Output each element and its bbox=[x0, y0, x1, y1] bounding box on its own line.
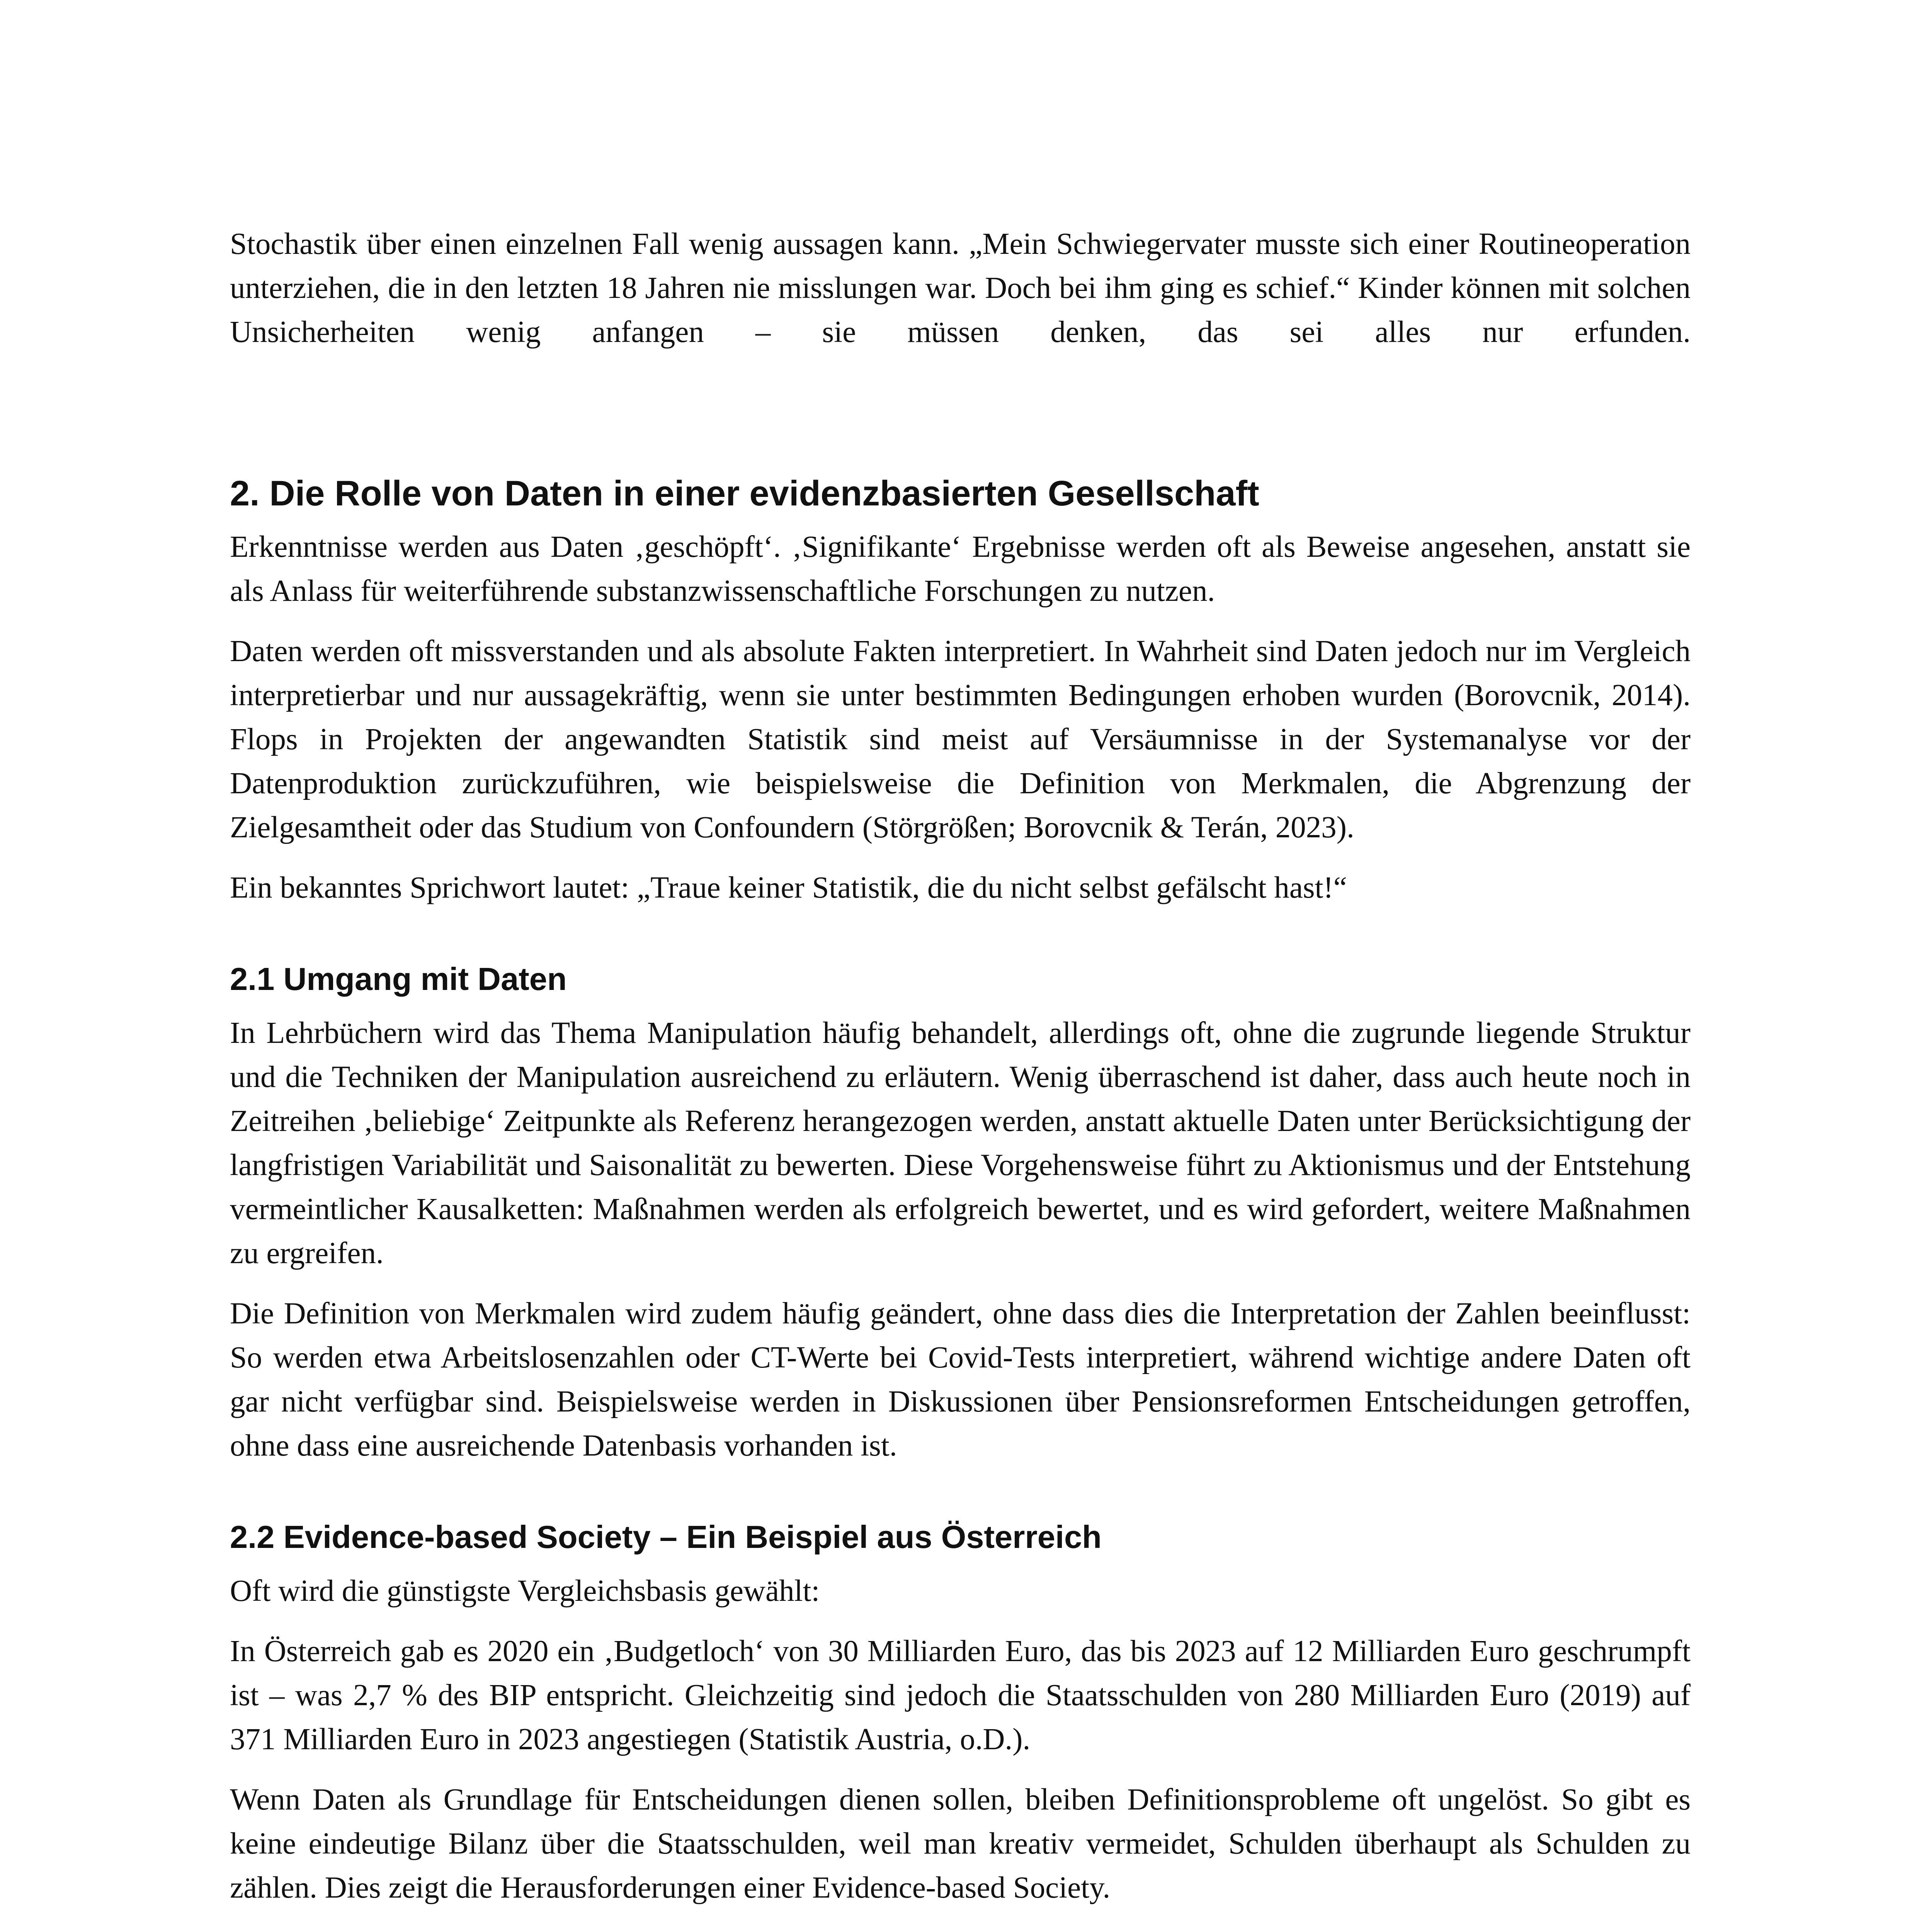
section-2-paragraph-3: Ein bekanntes Sprichwort lautet: „Traue keiner Statistik, die du nicht selbst gefälscht hast!“ bbox=[230, 871, 1347, 905]
section-spacer bbox=[230, 1926, 1691, 1932]
section-2-1-paragraph-2: Die Definition von Merkmalen wird zudem häufig geändert, ohne dass dies die Interpretation der Zahlen beeinflusst: So werden etwa Arbeitslosenzahlen oder CT-Werte bei Covid-Tests interpretiert, während wichtige andere Daten oft gar nicht verfügbar sind. Beispielsweise werden in Diskussionen über Pensionsreformen Entscheidungen getroffen, ohne dass eine ausreichende Datenbasis vorhanden ist. bbox=[230, 1297, 1691, 1463]
section-2-2-paragraph-3: Wenn Daten als Grundlage für Entscheidungen dienen sollen, bleiben Definitionsprobleme oft ungelöst. So gibt es keine eindeutige Bilanz über die Staatsschulden, weil man kreativ vermeidet, Schulden überhaupt als Schulden zu zählen. Dies zeigt die Herausforderungen einer Evidence-based Society. bbox=[230, 1783, 1691, 1905]
section-2-2-heading: 2.2 Evidence-based Society – Ein Beispiel aus Österreich bbox=[230, 1519, 1102, 1555]
section-2-1-heading: 2.1 Umgang mit Daten bbox=[230, 961, 567, 997]
section-2-2-paragraph-1: Oft wird die günstigste Vergleichsbasis gewählt: bbox=[230, 1574, 820, 1608]
section-2-paragraph-1: Erkenntnisse werden aus Daten ‚geschöpft‘. ‚Signifikante‘ Ergebnisse werden oft als Beweise angesehen, anstatt sie als Anlass für weiterführende substanzwissenschaftliche Forschungen zu nutzen. bbox=[230, 530, 1691, 608]
section-2-heading: 2. Die Rolle von Daten in einer evidenzbasierten Gesellschaft bbox=[230, 474, 1259, 513]
intro-paragraph: Stochastik über einen einzelnen Fall wenig aussagen kann. „Mein Schwiegervater musste sich einer Routineoperation unterziehen, die in den letzten 18 Jahren nie misslungen war. Doch bei ihm ging es schief.“ Kinder können mit solchen Unsicherheiten wenig anfangen – sie müssen denken, das sei alles nur erfunden. bbox=[230, 227, 1691, 349]
section-spacer bbox=[230, 926, 1691, 957]
section-2-paragraph-2: Daten werden oft missverstanden und als absolute Fakten interpretiert. In Wahrheit sind Daten jedoch nur im Vergleich interpretierbar und nur aussagekräftig, wenn sie unter bestimmten Bedingungen erhoben wurden (Borovcnik, 2014). Flops in Projekten der angewandten Statistik sind meist auf Versäumnisse in der Systemanalyse vor der Datenproduktion zurückzuführen, wie beispielsweise die Definition von Merkmalen, die Abgrenzung der Zielgesamtheit oder das Studium von Confoundern (Störgrößen; Borovcnik & Terán, 2023). bbox=[230, 634, 1691, 844]
section-spacer bbox=[230, 1484, 1691, 1515]
section-2-1-paragraph-1: In Lehrbüchern wird das Thema Manipulation häufig behandelt, allerdings oft, ohne die zugrunde liegende Struktur und die Techniken der Manipulation ausreichend zu erläutern. Wenig überraschend ist daher, dass auch heute noch in Zeitreihen ‚beliebige‘ Zeitpunkte als Referenz herangezogen werden, anstatt aktuelle Daten unter Berücksichtigung der langfristigen Variabilität und Saisonalität zu bewerten. Diese Vorgehensweise führt zu Aktionismus und der Entstehung vermeintlicher Kausalketten: Maßnahmen werden als erfolgreich bewertet, und es wird gefordert, weitere Maßnahmen zu ergreifen. bbox=[230, 1016, 1691, 1270]
section-2-2-paragraph-2: In Österreich gab es 2020 ein ‚Budgetloch‘ von 30 Milliarden Euro, das bis 2023 auf 12 Milliarden Euro geschrumpft ist – was 2,7 % des BIP entspricht. Gleichzeitig sind jedoch die Staatsschulden von 280 Milliarden Euro (2019) auf 371 Milliarden Euro in 2023 angestiegen (Statistik Austria, o.D.). bbox=[230, 1634, 1691, 1756]
section-spacer bbox=[230, 354, 1691, 470]
page-content bbox=[230, 222, 1691, 1932]
